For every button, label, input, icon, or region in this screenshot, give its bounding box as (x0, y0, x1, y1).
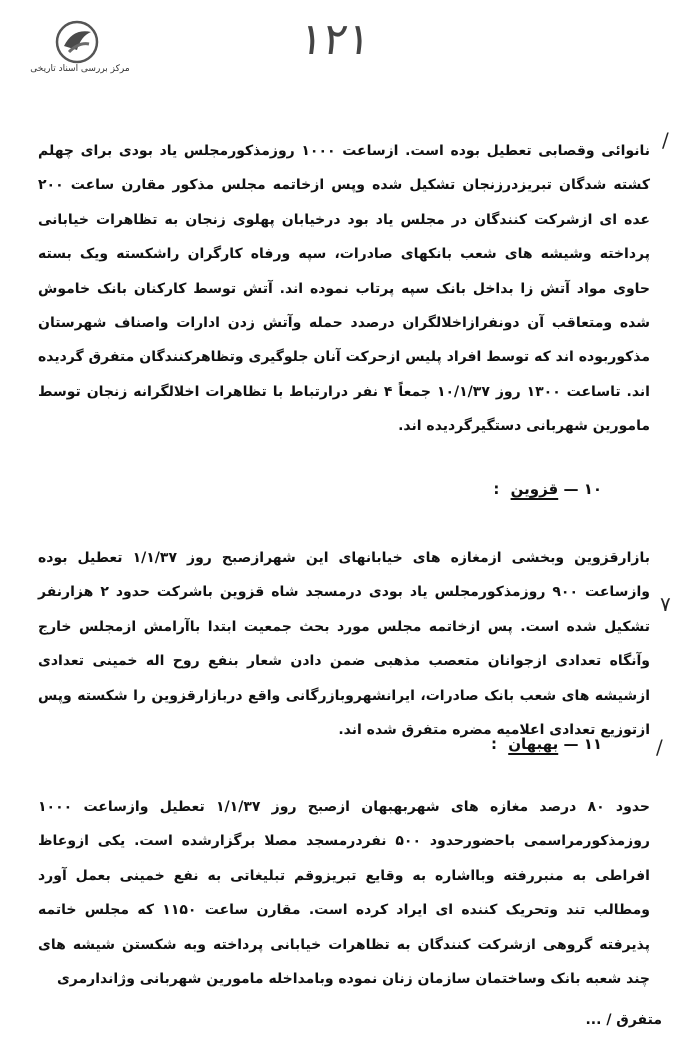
intro-paragraph: نانوائی وقصابی تعطیل بوده است. ازساعت ۱۰۰۰ روزمذکورمجلس یاد بودی برای چهلم کشته شدگان تبریزدرزنجان تشکیل شده وپس ازخاتمه مجلس مذکور مقارن ساعت ۲۰۰ عده ای ازشرکت کنندگان در مجلس یاد بود درخیابان پهلوی زنجان به تظاهرات خیابانی پرداخته وشیشه های شعب بانکهای صادرات، سپه ورفاه کارگران راشکسته ویک بسته حاوی مواد آتش زا بداخل بانک سپه پرتاب نموده اند. آتش توسط کارکنان بانک خاموش شده ومتعاقب آن دونفرازاخلالگران درصدد حمله وآتش زدن ادارات واصناف شهرستان مذکوربوده اند که توسط افراد پلیس ازحرکت آنان جلوگیری وتظاهرکنندگان متفرق گردیده اند. تاساعت ۱۳۰۰ روز ۱۰/۱/۳۷ جمعاً ۴ نفر درارتباط با تظاهرات اخلالگرانه زنجان توسط مامورین شهربانی دستگیرگردیده اند. (38, 143, 650, 435)
margin-mark: ٧ (660, 592, 671, 616)
section-10-paragraph: بازارقزوین وبخشی ازمغازه های خیابانهای این شهرازصبح روز ۱/۱/۳۷ تعطیل بوده وازساعت ۹۰۰ روزمذکورمجلس یاد بودی درمسجد شاه قزوین باشرکت حدود ۲ هزارنفر تشکیل شده است. پس ازخاتمه مجلس مورد بحث جمعیت ابتدا باآرامش ازمجلس خارج وآنگاه تعدادی ازجوانان متعصب مذهبی ضمن دادن شعار بنفع روح اله خمینی تعدادی ازشیشه های شعب بانک صادرات، ایرانشهروبازرگانی واقع دربازارقزوین را شکسته وپس ازتوزیع تعدادی اعلامیه مضره متفرق شده اند. (38, 550, 650, 739)
section-11-heading (491, 735, 602, 753)
archive-logo (28, 20, 132, 74)
section-10-heading (493, 480, 602, 498)
continuation-footer: متفرق / ... (585, 1012, 662, 1028)
archive-center-emblem-icon (55, 20, 99, 64)
section-city: قزوین (510, 480, 559, 498)
margin-mark: / (656, 735, 663, 759)
section-colon: : (493, 480, 500, 498)
section-number: ۱۱ — (563, 735, 602, 753)
section-number: ۱۰ — (563, 480, 602, 498)
section-colon: : (490, 735, 497, 753)
section-city: بهبهان (508, 735, 559, 753)
section-11-paragraph: حدود ۸۰ درصد مغازه های شهربهبهان ازصبح روز ۱/۱/۳۷ تعطیل وازساعت ۱۰۰۰ روزمذکورمراسمی باحضورحدود ۵۰۰ نفردرمسجد مصلا برگزارشده است. یکی ازوعاظ افراطی به منبررفته وبااشاره به وقایع تبریزوقم تبلیغاتی به نفع خمینی بعمل آورد ومطالب تند وتحریک کننده ای ایراد کرده است. مقارن ساعت ۱۱۵۰ که مجلس خاتمه پذیرفته گروهی ازشرکت کنندگان به تظاهرات خیابانی پرداخته وبه شکستن شیشه های چند شعبه بانک وساختمان سازمان زنان نموده وبامداخله مامورین شهربانی وژاندارمری (38, 799, 651, 988)
logo-caption: مرکز بررسی اسناد تاریخی (30, 64, 130, 74)
margin-mark: / (662, 128, 669, 152)
handwritten-page-number: ۱۲۱ (296, 14, 375, 65)
